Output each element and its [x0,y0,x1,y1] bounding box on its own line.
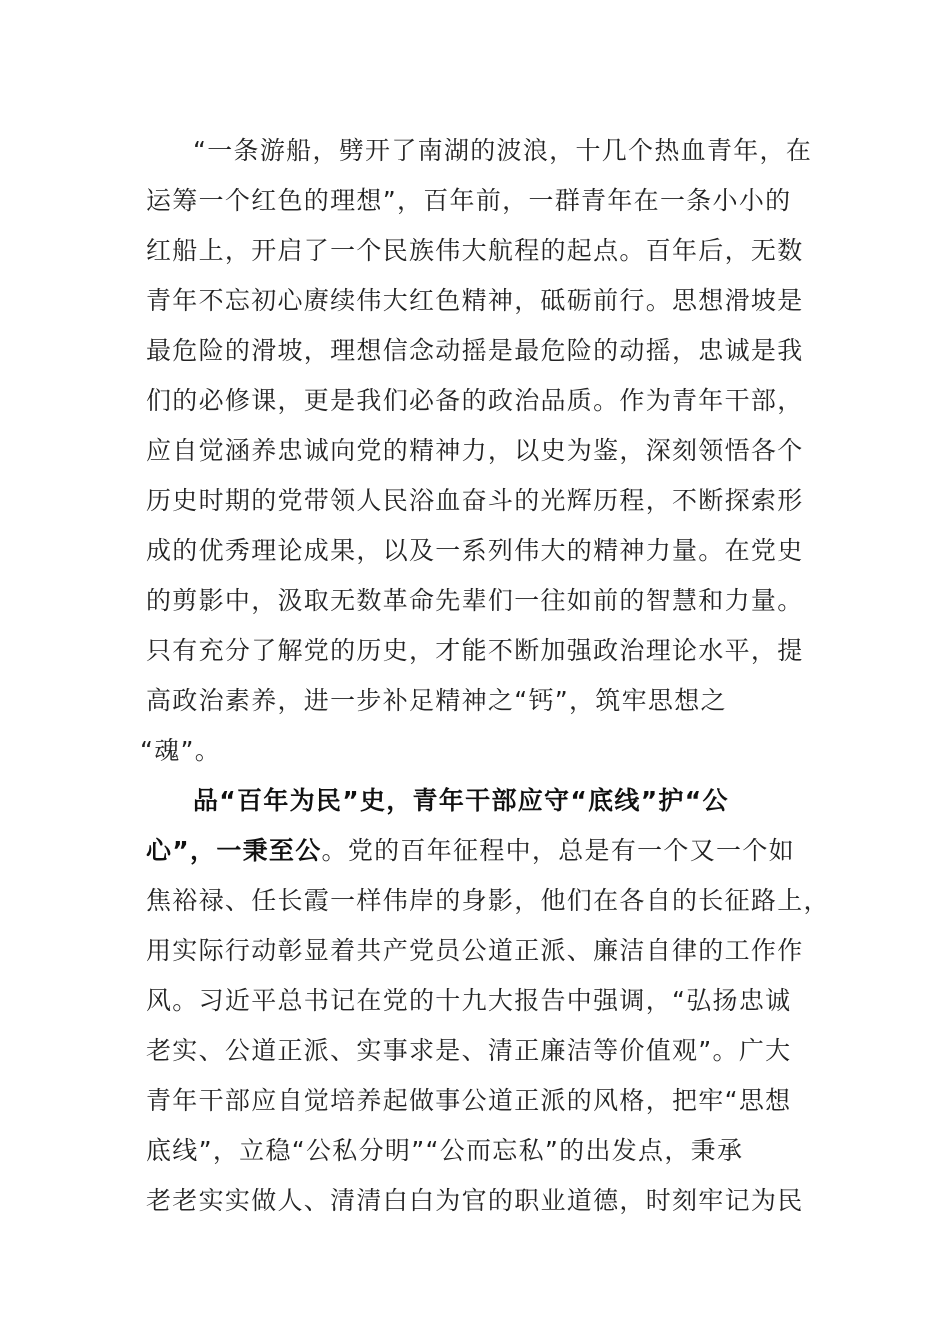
text-line: 的剪影中，汲取无数革命先辈们一往如前的智慧和力量。 [146,586,804,615]
text-line: 老实、公道正派、实事求是、清正廉洁等价值观”。广大 [146,1036,792,1065]
text-line: 青年干部应自觉培养起做事公道正派的风格，把牢“思想 [146,1086,792,1115]
text-line: 历史时期的党带领人民浴血奋斗的光辉历程，不断探索形 [146,486,804,515]
text-line: 底线”，立稳“公私分明”“公而忘私”的出发点，秉承 [146,1136,744,1165]
text-line: 用实际行动彰显着共产党员公道正派、廉洁自律的工作作 [146,936,804,965]
section-heading: 品“百年为民”史，青年干部应守“底线”护“公 [193,786,729,815]
text-line: “一条游船，劈开了南湖的波浪，十几个热血青年，在 [193,136,813,165]
text-line: 成的优秀理论成果，以及一系列伟大的精神力量。在党史 [146,536,804,565]
text-line: 们的必修课，更是我们必备的政治品质。作为青年干部， [146,386,804,415]
text-line: 红船上，开启了一个民族伟大航程的起点。百年后，无数 [146,236,804,265]
text-line: “魂”。 [140,736,222,765]
text-line: 应自觉涵养忠诚向党的精神力，以史为鉴，深刻领悟各个 [146,436,804,465]
text-line: 运筹一个红色的理想”，百年前，一群青年在一条小小的 [146,186,792,215]
text-line: 最危险的滑坡，理想信念动摇是最危险的动摇，忠诚是我 [146,336,804,365]
section-heading-end: 心”，一秉至公 [146,836,322,865]
text-line: 高政治素养，进一步补足精神之“钙”，筑牢思想之 [146,686,727,715]
text-line: 青年不忘初心赓续伟大红色精神，砥砺前行。思想滑坡是 [146,286,804,315]
text-span: 。党的百年征程中，总是有一个又一个如 [321,836,795,865]
text-line: 焦裕禄、任长霞一样伟岸的身影，他们在各自的长征路上， [146,886,830,915]
text-line: 风。习近平总书记在党的十九大报告中强调，“弘扬忠诚 [146,986,792,1015]
text-line [146,835,795,867]
text-line: 老老实实做人、清清白白为官的职业道德，时刻牢记为民 [146,1186,804,1215]
text-line: 只有充分了解党的历史，才能不断加强政治理论水平，提 [146,636,804,665]
